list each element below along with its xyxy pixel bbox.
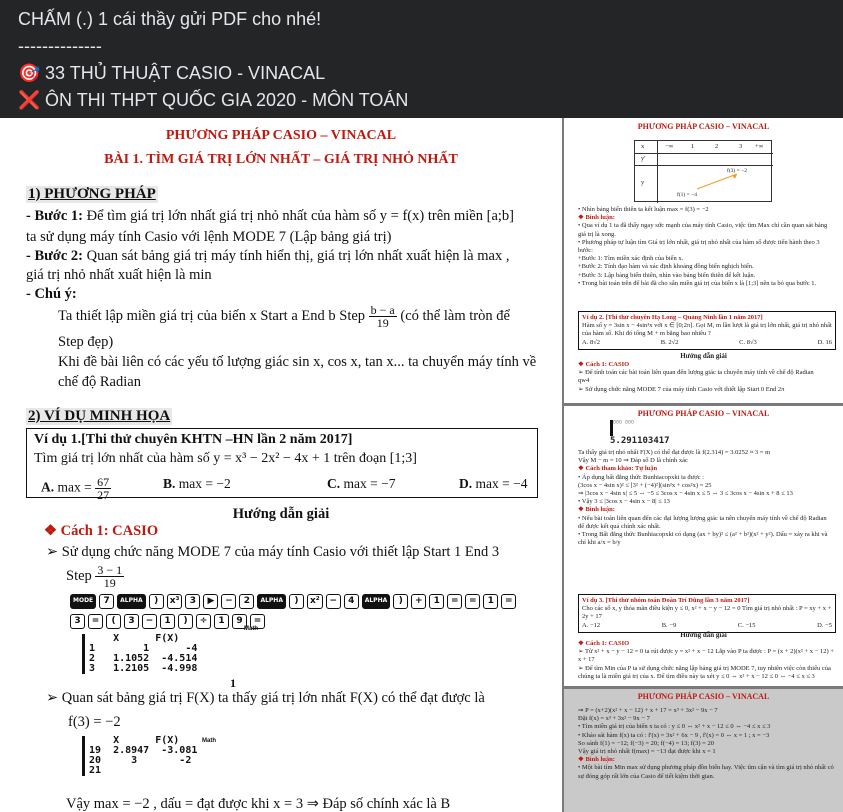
side-page-1[interactable] [564, 118, 843, 403]
calculator-keys-row2 [70, 614, 265, 629]
example1-question: Tìm giá trị lớn nhất của hàm số y = x³ − 2x² − 4x + 1 trên đoạn [1;3] [34, 451, 417, 466]
step1-text: Để tìm giá trị lớn nhất giá trị nhỏ nhất của hàm số y = f(x) trên miền [a;b] [86, 208, 514, 224]
calc-row2-key: ) [178, 614, 193, 629]
answer-a: A. max = $\frac{67}{27}$ [41, 475, 110, 502]
calc-row2-key: = [88, 614, 103, 629]
side-page-3[interactable] [564, 689, 843, 812]
side-page-2[interactable] [564, 406, 843, 686]
lesson-title: BÀI 1. TÌM GIÁ TRỊ LỚN NHẤT – GIÁ TRỊ NHỎ NHẤT [104, 152, 458, 167]
post-line-1: CHẤM (.) 1 cái thầy gửi PDF cho nhé! [18, 9, 322, 29]
calc-row2-key: 1 [214, 614, 229, 629]
side3-header: PHƯƠNG PHÁP CASIO – VINACAL [637, 692, 770, 701]
section-method-heading: 1) PHƯƠNG PHÁP [28, 186, 156, 202]
post-line-4-text: ÔN THI THPT QUỐC GIA 2020 - MÔN TOÁN [45, 90, 409, 110]
note1-fraction: $\frac{b - a}{19}$ [370, 303, 395, 330]
step1-label: - Bước 1: [26, 208, 83, 224]
conclusion-text: Vậy max = −2 , dấu = đạt được khi x = 3 ⇒ Đáp số chính xác là B [66, 796, 451, 812]
post-text [18, 6, 828, 114]
note-label: - Chú ý: [26, 286, 77, 302]
calc-row1-key: ) [289, 594, 304, 609]
step-value: Step $\frac{3 - 1}{19}$ [66, 563, 123, 590]
calc-row1-key: 7 [99, 594, 114, 609]
step2-label: - Bước 2: [26, 248, 83, 264]
calculator-screen-2: X F(X) 19 2.8947 -3.081 20 3 -2 21 [82, 736, 192, 776]
variation-table: x −∞ 1 2 3 +∞ y' y f(1) = −4 f(3) = −2 [634, 140, 772, 202]
side2-example3-box: Ví dụ 3. [Thi thử nhóm toán Đoàn Trí Dũng lần 3 năm 2017] Cho các số x, y thỏa mãn điều kiện y ≤ 0, x² + x − y − 12 = 0 Tìm giá trị nhỏ nhất : P = xy + x + 2y + 17 A. −12 B. −9 C. −15 D. −5 [578, 594, 836, 633]
calc-row1-key: ▶ [203, 594, 218, 609]
note2-line2: chế độ Radian [58, 374, 141, 390]
calc-row1-key: 4 [344, 594, 359, 609]
side1-method-block: ❖ Cách 1: CASIO ➢ Để tính toán các bài toán liên quan đến lượng giác ta chuyển máy tính về chế độ Radian qw4 ➢ Sử dụng chức năng MODE 7 của máy tính Casio với thiết lập Start 0 End 2π [578, 361, 814, 393]
math-label-2: Math [202, 738, 216, 744]
calc-row2-key: ÷ [196, 614, 211, 629]
step1-text-line2: ta sử dụng máy tính Casio với lệnh MODE 7 (Lập bảng giá trị) [26, 229, 392, 245]
calc-row1-key: ) [149, 594, 164, 609]
calc-row2-key: = [250, 614, 265, 629]
calc-row2-key: 3 [124, 614, 139, 629]
method-casio: ❖ Cách 1: CASIO [44, 523, 159, 539]
answer-c: C. max = −7 [327, 476, 396, 491]
side2-text-block: Ta thấy giá trị nhỏ nhất F(X) có thể đạt được là f(2.314) = 3.0252 ≈ 3 = m Vậy M − m = 10 ⇒ Đáp số D là chính xác ❖ Cách tham khảo: Tự luận • Áp dụng bất đẳng thức Bunhiacopxki ta được : (3cos x − 4sin x)² ≤ [3² + (−4)²](sin²x + cos²x) = 25 ⇒ |3cos x − 4sin x| ≤ 5 ⇔ −5 ≤ 3cos x − 4sin x ≤ 5 ⇔ 3 ≤ 3cos x − 4sin x + 8 ≤ 13 • Vậy 3 ≤ |3cos x − 4sin x − 8| ≤ 13 ❖ Bình luận: • Nếu bài toán liên quan đến các đại lượng lượng giác ta nên chuyển máy tính về chế độ Radian để được kết quả chính xác nhất. • Trong Bất đẳng thức Bunhiacopxki có dạng (ax + by)² ≤ (a² + b²)(x² + y²). Dấu = xảy ra khi và chỉ khi a/x = b/y [578, 449, 828, 547]
guide-heading: Hướng dẫn giải [232, 506, 330, 522]
section-examples-heading: 2) VÍ DỤ MINH HỌA [28, 408, 171, 424]
side1-example2-box: Ví dụ 2. [Thi thử chuyên Hạ Long – Quảng Ninh lần 1 năm 2017] Hàm số y = 3sin x − 4sin³x với x ∈ [0;2π]. Gọi M, m lần lượt là giá trị lớn nhất, giá trị nhỏ nhất của hàm số. Khi đó tổng M + m bằng bao nhiêu ? A. 8√2 B. 2√2 C. 8√3 D. 16 [578, 311, 836, 350]
calc-row1-key: = [501, 594, 516, 609]
calc-row1-key: = [447, 594, 462, 609]
calc-row1-key: 1 [429, 594, 444, 609]
calc-row1-key: ALPHA [257, 594, 286, 609]
calc-row1-key: MODE [70, 594, 96, 609]
screen1-caption: 1 [230, 676, 236, 690]
calc-row2-key: ( [106, 614, 121, 629]
calc-row1-key: = [465, 594, 480, 609]
calc-row1-key: x² [307, 594, 323, 609]
calc-row1-key: − [326, 594, 341, 609]
note1-text: Ta thiết lập miền giá trị của biến x Start a End b Step [58, 307, 366, 324]
example1-box [26, 428, 538, 502]
use-mode7-text: ➢ Sử dụng chức năng MODE 7 của máy tính Casio với thiết lập Start 1 End 3 [46, 544, 500, 560]
post-line-3 [18, 60, 828, 87]
cross-icon: ❌ [18, 90, 41, 110]
note2-text: Khi đề bài liên có các yếu tố lượng giác sin x, cos x, tan x... ta chuyển máy tính về [58, 354, 537, 370]
step2-text: Quan sát bảng giá trị máy tính hiển thị, giá trị lớn nhất xuất hiện là max , [86, 248, 510, 264]
side2-guide: Hướng dẫn giải [680, 631, 727, 639]
main-page-header: PHƯƠNG PHÁP CASIO – VINACAL [165, 128, 397, 143]
observe-value: f(3) = −2 [68, 714, 121, 730]
calculator-keys-row1 [70, 594, 516, 609]
calc-row2-key: − [142, 614, 157, 629]
side3-text-block: ⇒ P = (x+2)(x² + x − 12) + x + 17 = x³ + 3x² − 9x − 7 Đặt f(x) = x³ + 3x² − 9x − 7 • Tìm miền giá trị của biến x ta có : y ≤ 0 ⇔ x² + x − 12 ≤ 0 ⇔ −4 ≤ x ≤ 3 • Khảo sát hàm f(x) ta có : f'(x) = 3x² + 6x − 9 , f'(x) = 0 ⇔ x = 1 ; x = −3 So sánh f(1) = −12; f(−3) = 20; f(−4) = 13; f(3) = 20 Vậy giá trị nhỏ nhất f(max) = −13 đạt được khi x = 1 ❖ Bình luận: • Một bài tìm Min max sử dụng phương pháp đồn biến hay. Việc tìm cận và tìm giá trị nhỏ nhất có sự đóng góp rất lớn của Casio để tiết kiệm thời gian. [578, 707, 834, 780]
side2-method-block: ❖ Cách 1: CASIO ➢ Từ x² + x − y − 12 = 0 ta rút được y = x² + x − 12 Lắp vào P ta được : P = (x + 2)(x² + x − 12) + x + 17 ➢ Để tìm Min của P ta sử dụng chức năng lập bảng giá trị MODE 7, tuy nhiên việc còn thiếu của chúng ta là miền giá trị của x. Để tìm điều này ta xét y ≤ 0 ⇔ x² + x − 12 ≤ 0 ⇔ −4 ≤ x ≤ 3 [578, 640, 834, 680]
calc-row2-key: 1 [160, 614, 175, 629]
step1-paragraph [26, 206, 546, 227]
observe-text: ➢ Quan sát bảng giá trị F(X) ta thấy giá trị lớn nhất F(X) có thể đạt được là [46, 690, 485, 706]
side1-guide: Hướng dẫn giải [680, 352, 727, 360]
post-line-4 [18, 87, 828, 114]
side2-header: PHƯƠNG PHÁP CASIO – VINACAL [637, 409, 770, 418]
post-separator: -------------- [18, 36, 102, 56]
calc-row1-key: ALPHA [362, 594, 391, 609]
main-document-page[interactable] [0, 118, 562, 812]
calc-row1-key: 2 [239, 594, 254, 609]
calc-row1-key: − [221, 594, 236, 609]
note1-line2: Step đẹp) [58, 334, 114, 350]
note1-tail: (có thể làm tròn để [400, 307, 510, 324]
side2-lcd-value: 5.291103417 [610, 436, 670, 446]
target-icon: 🎯 [18, 63, 41, 83]
calc-row2-key: 9 [232, 614, 247, 629]
calc-row2-key: 3 [70, 614, 85, 629]
calc-row1-key: 3 [185, 594, 200, 609]
math-label: Math [244, 626, 258, 632]
calc-row1-key: + [411, 594, 426, 609]
calc-row1-key: ALPHA [117, 594, 146, 609]
side2-calculator-screen: ▯▯▯ ▯▯▯ [610, 420, 680, 436]
calculator-screen-1: X F(X) 1 1 -4 2 1.1052 -4.514 3 1.2105 -4.998 [82, 634, 192, 674]
calc-row1-key: 1 [483, 594, 498, 609]
calc-row1-key: x³ [167, 594, 183, 609]
step2-paragraph [26, 246, 546, 267]
example1-title: Ví dụ 1.[Thi thử chuyên KHTN –HN lần 2 năm 2017] [34, 432, 353, 447]
side1-text-block: • Nhìn bảng biến thiên ta kết luận max = f(3) = −2 ❖ Bình luận: • Qua ví dụ 1 ta đã thấy ngay sức mạnh của máy tính Casio, việc tìm Max chỉ cần quan sát bảng giá trị là xong. • Phương pháp tự luận tìm Giá trị lớn nhất, giá trị nhỏ nhất của hàm số được tiến hành theo 3 bước: +Bước 1: Tìm miền xác định của biến x. +Bước 2: Tính đạo hàm và xác định khoảng đồng biến nghịch biến. +Bước 3: Lập bảng biến thiên, nhìn vào bảng biến thiên để kết luận. • Trong bài toán trên để bài đã cho sẵn miền giá trị của biến x là [1;3] nên ta bỏ qua bước 1. [578, 206, 828, 287]
note1-paragraph [58, 304, 548, 329]
post-image-collage[interactable] [0, 118, 843, 812]
side1-header: PHƯƠNG PHÁP CASIO – VINACAL [637, 122, 770, 131]
step2-text-line2: giá trị nhỏ nhất xuất hiện là min [26, 267, 212, 283]
answer-d: D. max = −4 [459, 476, 528, 491]
answer-b: B. max = −2 [163, 476, 231, 491]
post-line-3-text: 33 THỦ THUẬT CASIO - VINACAL [45, 63, 326, 83]
calc-row1-key: ) [393, 594, 408, 609]
arrow-icon [695, 171, 745, 193]
